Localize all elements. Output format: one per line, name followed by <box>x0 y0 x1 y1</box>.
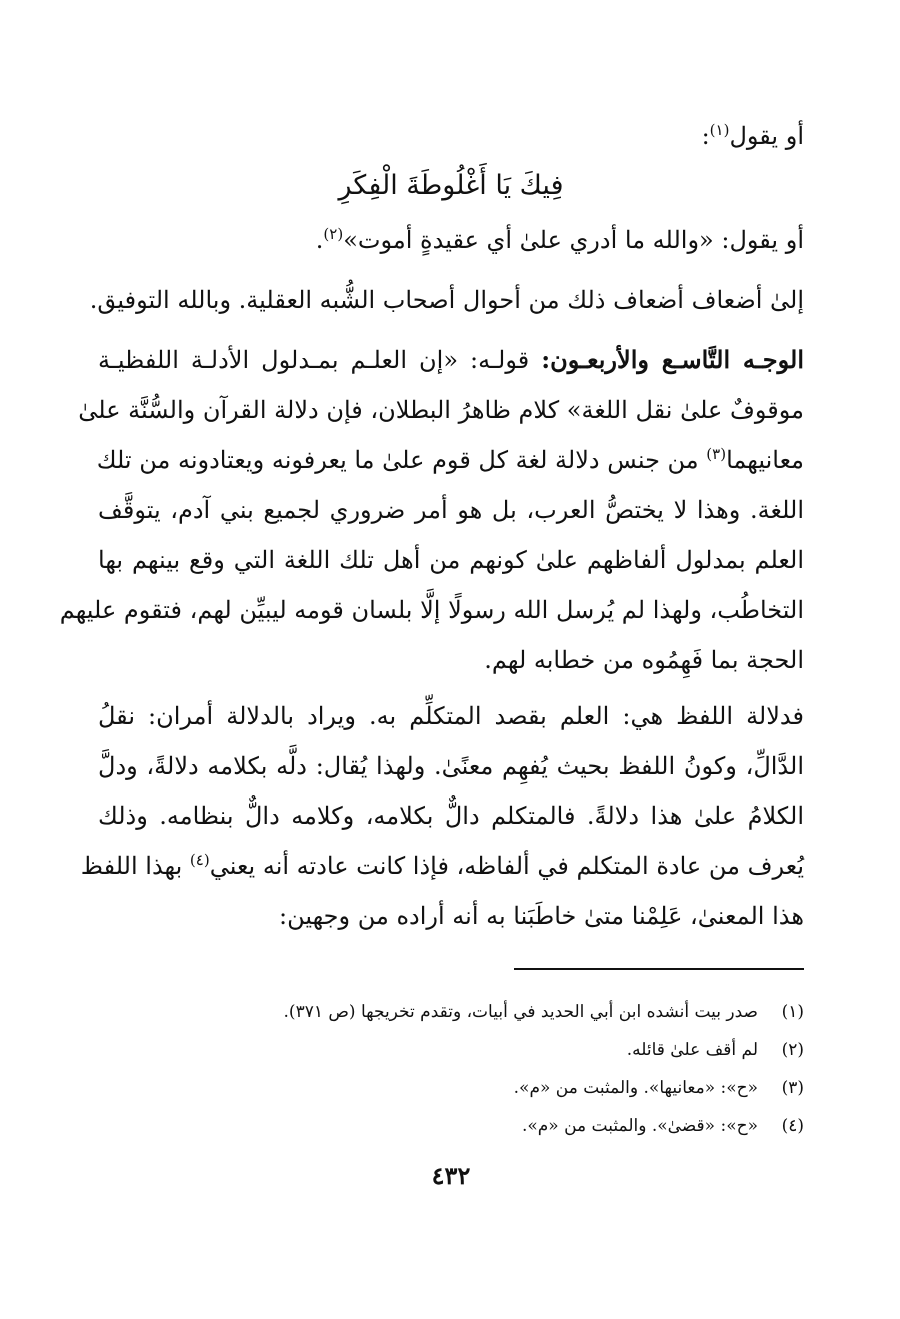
line-punctuation: . <box>315 226 324 254</box>
line-text: العلم بمدلول ألفاظهم علىٰ كونهم من أهل تلك اللغة التي وقع بينهم بها <box>98 546 804 574</box>
verse-line <box>98 166 804 206</box>
text-line-14 <box>98 796 804 836</box>
footnote-marker-1: (١) <box>709 121 730 139</box>
footnote-number: (٤) <box>781 1116 804 1136</box>
footnote-1 <box>98 998 804 1026</box>
line-text: اللغة. وهذا لا يختصُّ العرب، بل هو أمر ضروري لجميع بني آدم، يتوقَّف <box>98 496 804 524</box>
page-number: ٤٣٢ <box>431 1161 471 1190</box>
text-line-3 <box>98 220 804 260</box>
footnote-3 <box>98 1074 804 1102</box>
footnote-marker-4: (٤) <box>189 851 210 869</box>
verse-text: فِيكَ يَا أَغْلُوطَةَ الْفِكَرِ <box>338 170 564 201</box>
text-line-9 <box>98 540 804 580</box>
line-punctuation: : <box>701 122 710 150</box>
text-line-16 <box>98 896 804 936</box>
footnote-text: «ح»: «قضىٰ». والمثبت من «م». <box>521 1116 758 1136</box>
footnote-marker-3: (٣) <box>706 445 727 463</box>
text-line-15 <box>80 846 804 886</box>
text-line-11 <box>98 640 804 680</box>
line-text: يُعرف من عادة المتكلم في ألفاظه، فإذا كانت عادته أنه يعني <box>209 852 804 880</box>
footnote-text: «ح»: «معانيها». والمثبت من «م». <box>513 1078 758 1098</box>
footnote-text: صدر بيت أنشده ابن أبي الحديد في أبيات، وتقدم تخريجها (ص ٣٧١). <box>283 1002 758 1022</box>
footnote-text: لم أقف علىٰ قائله. <box>626 1040 758 1060</box>
line-text: هذا المعنىٰ، عَلِمْنا متىٰ خاطَبَنا به أنه أراده من وجهين: <box>278 902 804 930</box>
text-line-5 <box>98 340 804 380</box>
line-text: الحجة بما فَهِمُوه من خطابه لهم. <box>484 646 804 674</box>
footnote-2 <box>98 1036 804 1064</box>
line-text-rest: بهذا اللفظ <box>80 852 190 880</box>
footnote-divider <box>514 968 804 970</box>
footnote-4 <box>98 1112 804 1140</box>
line-text: فدلالة اللفظ هي: العلم بقصد المتكلِّم به. ويراد بالدلالة أمران: نقلُ <box>98 702 804 730</box>
text-line-7 <box>98 440 804 480</box>
text-line-6 <box>78 390 804 430</box>
line-text: التخاطُب، ولهذا لم يُرسل الله رسولًا إلَّا بلسان قومه ليبيِّن لهم، فتقوم عليهم <box>59 596 804 624</box>
line-text: قولـه: «إن العلـم بمـدلول الأدلـة اللفظيـة <box>98 346 542 374</box>
footnote-number: (٢) <box>781 1040 804 1060</box>
line-text: معانيهما <box>726 446 804 474</box>
line-text: الكلامُ علىٰ هذا دلالةً. فالمتكلم دالٌّ بكلامه، وكلامه دالٌّ بنظامه. وذلك <box>98 802 804 830</box>
text-line-13 <box>98 746 804 786</box>
text-line-12 <box>98 696 804 736</box>
line-text: أو يقول <box>729 122 804 150</box>
text-line-10 <box>59 590 804 630</box>
footnote-number: (٣) <box>781 1078 804 1098</box>
text-line-1 <box>98 116 804 156</box>
section-heading: الوجـه التَّاسـع والأربعـون: <box>541 345 805 374</box>
line-text: موقوفٌ علىٰ نقل اللغة» كلام ظاهرُ البطلان، فإن دلالة القرآن والسُّنَّة علىٰ <box>78 396 804 424</box>
footnote-marker-2: (٢) <box>323 225 344 243</box>
line-text: الدَّالِّ، وكونُ اللفظ بحيث يُفهِم معنًىٰ. ولهذا يُقال: دلَّه بكلامه دلالةً، ودلَّ <box>98 752 804 780</box>
text-line-4 <box>89 280 804 320</box>
document-page <box>59 108 805 1218</box>
text-line-8 <box>98 490 804 530</box>
line-text: أو يقول: «والله ما أدري علىٰ أي عقيدةٍ أموت» <box>343 226 804 254</box>
line-text: إلىٰ أضعاف أضعاف ذلك من أحوال أصحاب الشُّبه العقلية. وبالله التوفيق. <box>89 286 804 314</box>
footnote-number: (١) <box>781 1002 804 1022</box>
line-text-rest: من جنس دلالة لغة كل قوم علىٰ ما يعرفونه ويعتادونه من تلك <box>96 446 707 474</box>
